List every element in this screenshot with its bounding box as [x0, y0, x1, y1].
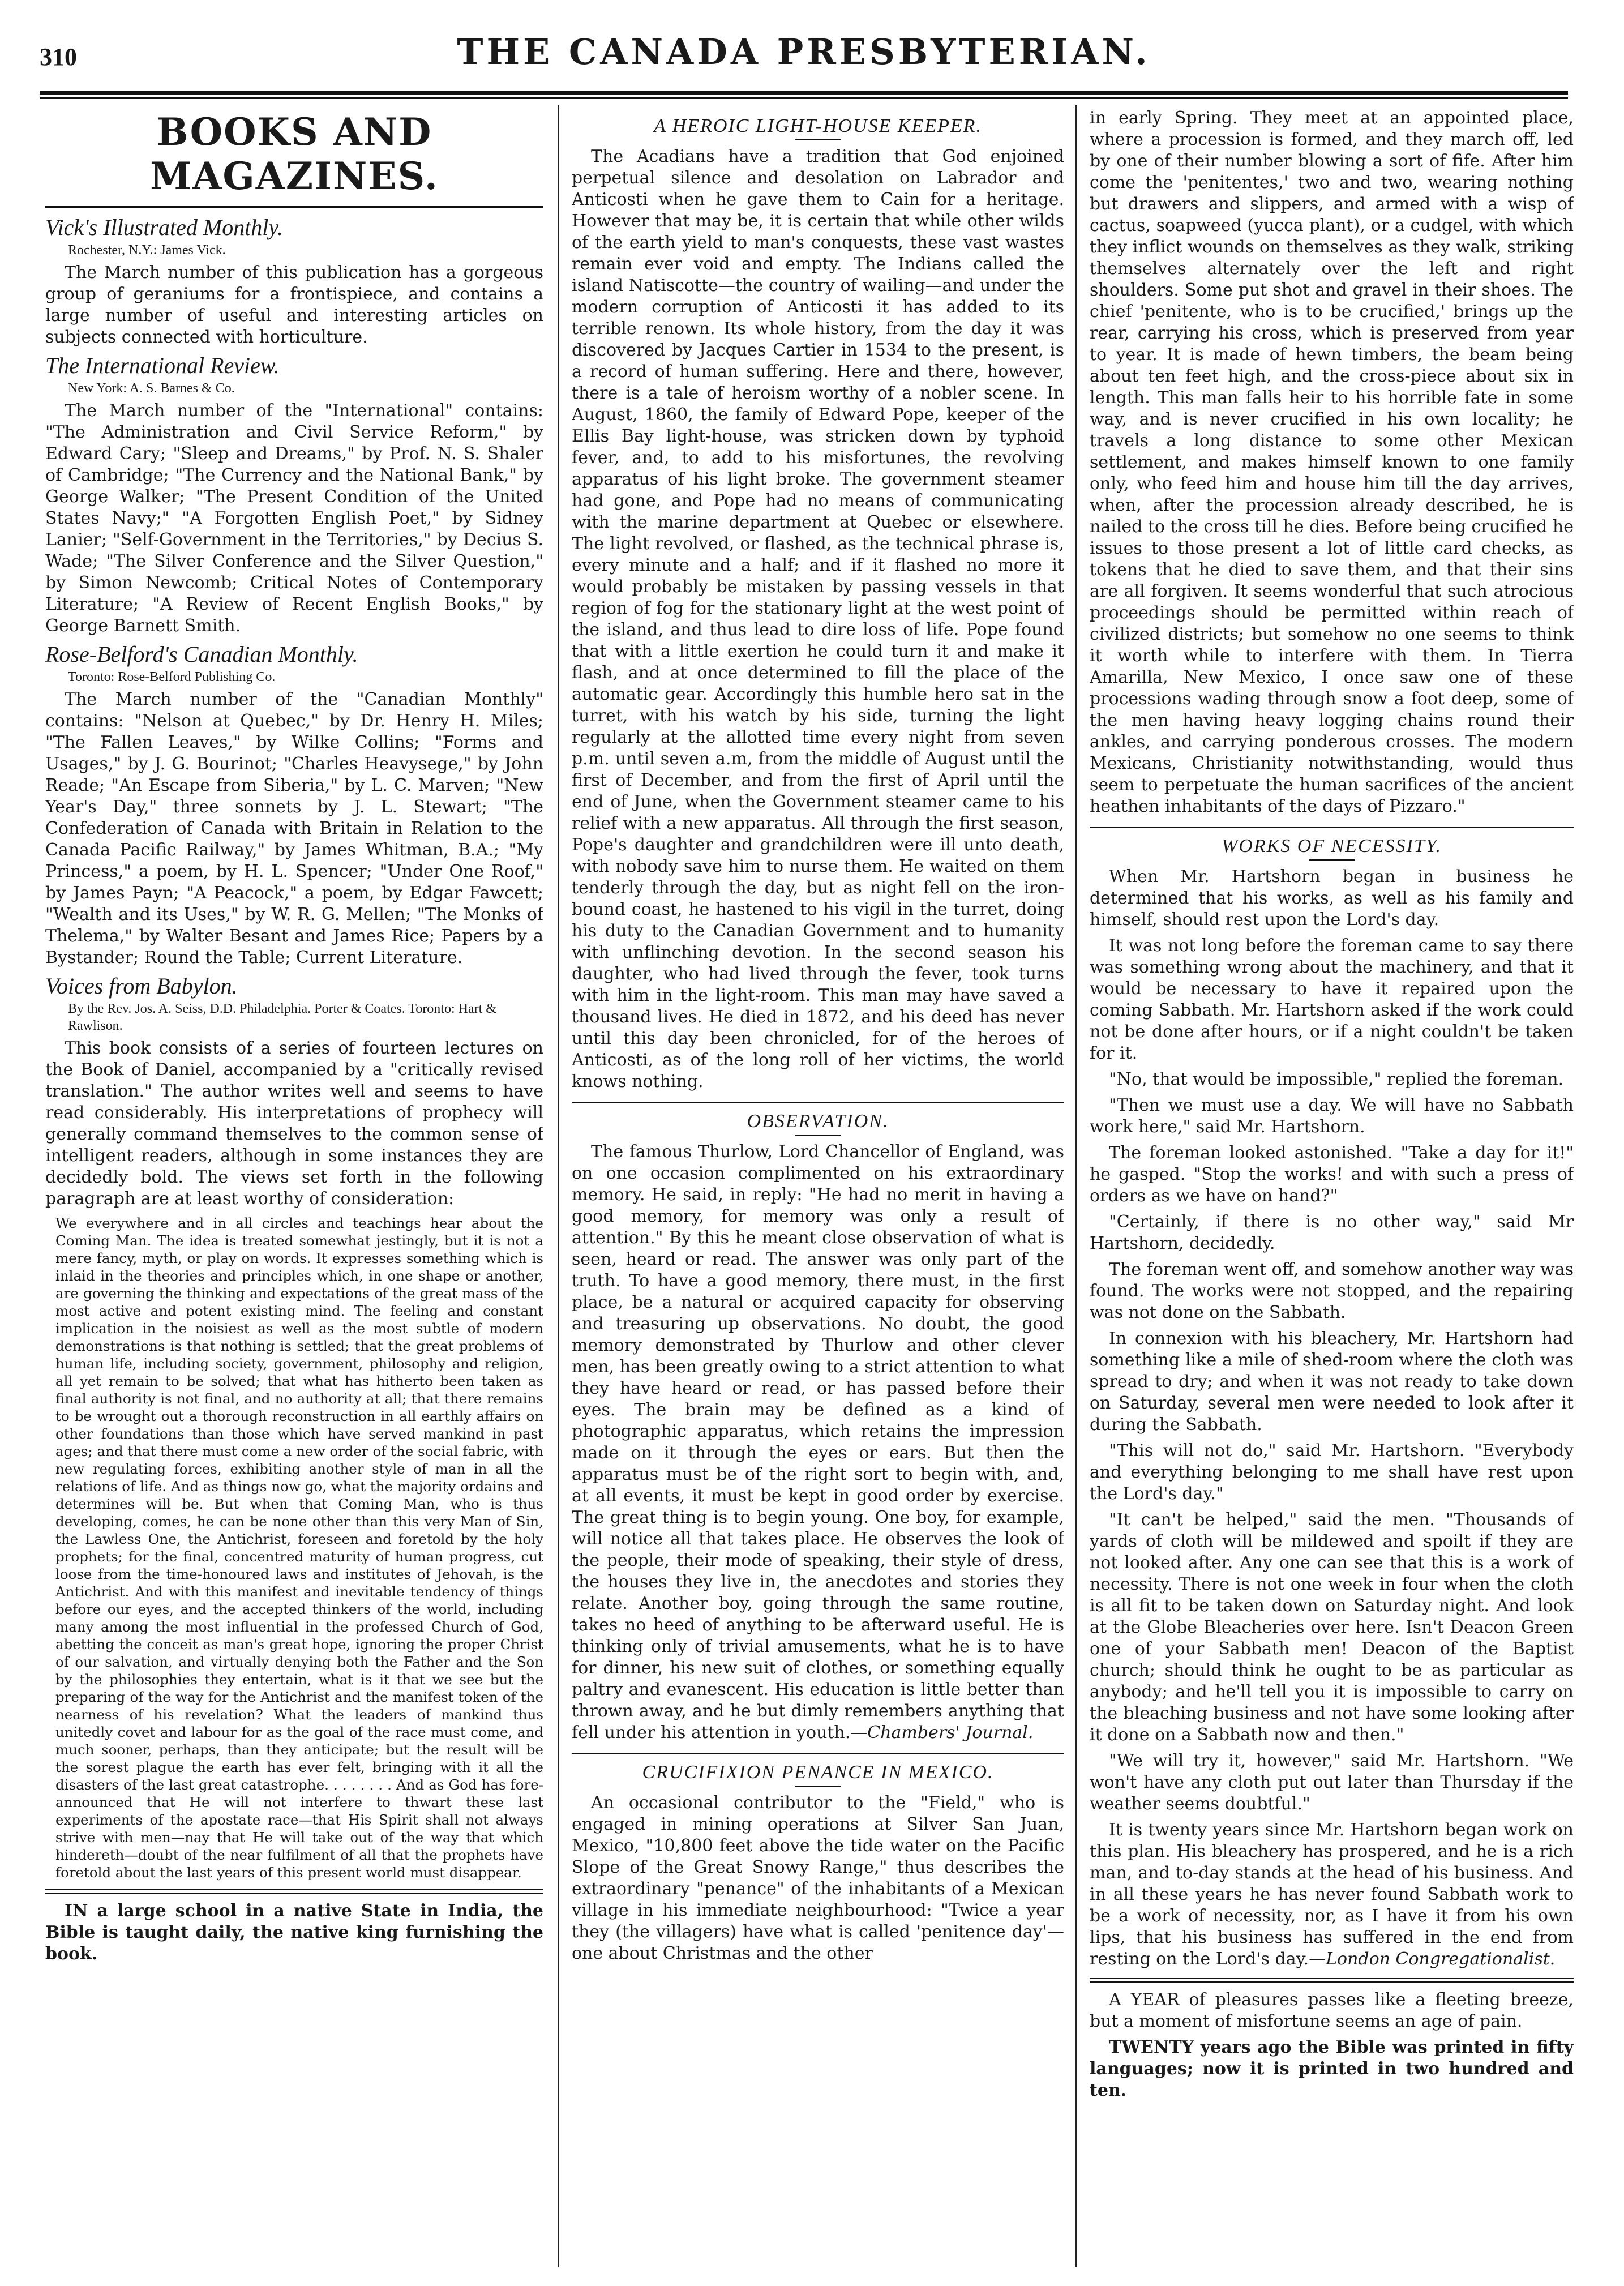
section-rule — [45, 206, 543, 208]
article-title: CRUCIFIXION PENANCE IN MEXICO. — [642, 1762, 994, 1783]
article-paragraph: In connexion with his bleachery, Mr. Hartshorn had something like a mile of shed-room where the cloth was spread to dry; and when it was not ready to take down on Saturday, several men were needed to look after it during the Sabbath. — [1090, 1329, 1574, 1435]
column-1 — [45, 108, 543, 2263]
article-paragraph: "We will try it, however," said Mr. Hartshorn. "We won't have any cloth put out later than Thursday if the weather seems doubtful." — [1090, 1751, 1574, 1814]
article-text: The famous Thurlow, Lord Chancellor of England, was on one occasion complimented on his extraordinary memory. He said, in reply: "He had no merit in having a good memory, for memory was only a result of attention." By this he meant close observation of what is seen, heard or read. The answer was only part of the truth. To have a good memory, there must, in the first place, be a natural or acquired capacity for observing and treasuring up observations. No doubt, the good memory demonstrated by Thurlow and other clever men, has been greatly owing to a strict attention to what they have heard or read, or has passed before their eyes. The brain may be defined as a kind of photographic apparatus, which retains the impression made on it through the eyes or ears. But then the apparatus must be of the right sort to begin with, and, at all events, it must be kept in good order by exercise. The great thing is to begin young. One boy, for example, will notice all that takes place. He observes the look of the people, their mode of speaking, their style of dress, the houses they live in, the anecdotes and stories they relate. Another boy, going through the same routine, takes no heed of anything to be afterward useful. He is thinking only of trivial amusements, what he is to have for dinner, his new suit of clothes, or something equally paltry and evanescent. His education is little better than thrown away, and he but dimly remembers anything that fell under his attention in youth.— — [572, 1142, 1064, 1743]
article-paragraph: The foreman looked astonished. "Take a day for it!" he gasped. "Stop the works! and with such a press of orders as we have on hand?" — [1090, 1143, 1574, 1206]
article-divider — [45, 1889, 543, 1894]
article-text: It is twenty years since Mr. Hartshorn began work on this plan. His bleachery has prospered, and he is a rich man, and to-day stands at the head of his business. And in all these years he has never found Sabbath work to be a work of necessity, nor, as I have it from his own lips, that his business has suffered in the end from resting on the Lord's day.— — [1090, 1820, 1574, 1969]
filler-text: A YEAR of pleasures passes like a fleeting breeze, but a moment of misfortune seems an age of pain. — [1090, 1990, 1574, 2031]
article-title: OBSERVATION. — [747, 1111, 889, 1132]
article-paragraph: "It can't be helped," said the men. "Thousands of yards of cloth will be mildewed and spoilt if they are not looked after. Any one can see that this is a work of necessity. There is not one week in four when the cloth is all fit to be taken down on Saturday night. And look at the Globe Bleacheries over here. Isn't Deacon Green one of your Sabbath men! Deacon of the Baptist church; should think he ought to be as particular as anybody; and he'll tell you it is impossible to carry on the bleaching business and not have some looking after it done on a Sabbath now and then." — [1090, 1510, 1574, 1745]
title-rule — [795, 139, 841, 140]
review-body: The March number of this publication has a gorgeous group of geraniums for a frontispiece, and contains a large number of useful and interesting articles on subjects connected with horticulture. — [45, 263, 543, 347]
section-title: BOOKS AND MAGAZINES. — [150, 110, 439, 198]
article-divider — [572, 1102, 1064, 1103]
column-2 — [572, 108, 1064, 2263]
review-publisher: By the Rev. Jos. A. Seiss, D.D. Philadelphia. Porter & Coates. Toronto: Hart & Rawlison. — [68, 1001, 496, 1033]
article-paragraph: "No, that would be impossible," replied the foreman. — [1109, 1069, 1564, 1089]
title-rule — [1309, 859, 1355, 861]
column-divider — [558, 105, 559, 2267]
column-3 — [1090, 108, 1574, 2263]
review-title: Rose-Belford's Canadian Monthly. — [45, 641, 358, 667]
review-publisher: New York: A. S. Barnes & Co. — [68, 381, 235, 396]
title-rule — [795, 1786, 841, 1787]
article-paragraph: The foreman went off, and somehow another way was found. The works were not stopped, and the repairing was not done on the Sabbath. — [1090, 1260, 1574, 1322]
review-title: Voices from Babylon. — [45, 973, 238, 999]
header-rule-thin — [40, 97, 1568, 99]
page-header — [40, 31, 1568, 93]
article-paragraph: "Then we must use a day. We will have no Sabbath work here," said Mr. Hartshorn. — [1090, 1095, 1574, 1137]
article-divider — [1090, 827, 1574, 828]
page-number: 310 — [40, 43, 77, 71]
filler-paragraph: TWENTY years ago the Bible was printed in fifty languages; now it is printed in two hundred and ten. — [1090, 2037, 1574, 2100]
article-paragraph: "Certainly, if there is no other way," said Mr Hartshorn, decidedly. — [1090, 1212, 1574, 1253]
header-rule-thick — [40, 91, 1568, 95]
masthead-title: THE CANADA PRESBYTERIAN. — [457, 31, 1151, 72]
review-body: The March number of the "Canadian Monthly" contains: "Nelson at Quebec," by Dr. Henry H. Miles; "The Fallen Leaves," by Wilke Collins; "Forms and Usages," by J. G. Bourinot; "Charles Heavysege," by John Reade; "An Escape from Siberia," by L. C. Marven; "New Year's Day," three sonnets by J. L. Stewart; "The Confederation of Canada with Britain in Relation to the Canada Pacific Railway," by James Whitman, B.A.; "My Princess," a poem, by H. L. Spencer; "Under One Roof," by James Payn; "A Peacock," a poem, by Edgar Fawcett; "Wealth and its Uses," by W. R. G. Mellen; "The Monks of Thelema," by Walter Besant and James Rice; Papers by a Bystander; Round the Table; Current Literature. — [45, 690, 543, 968]
article-paragraph: When Mr. Hartshorn began in business he determined that his works, as well as his family and himself, should rest upon the Lord's day. — [1090, 867, 1574, 930]
review-publisher: Rochester, N.Y.: James Vick. — [68, 243, 226, 258]
filler-paragraph — [1090, 1989, 1574, 2032]
article-paragraph: "This will not do," said Mr. Hartshorn. "Everybody and everything belonging to me shall have rest upon the Lord's day." — [1090, 1441, 1574, 1504]
review-body: This book consists of a series of fourteen lectures on the Book of Daniel, accompanied by a "critically revised translation." The author writes well and seems to have read considerably. His interpretations of prophecy will generally command themselves to the common sense of intelligent readers, although in some instances they are decidedly bold. The views set forth in the following paragraph are at least worthy of consideration: — [45, 1038, 543, 1209]
article-body: The Acadians have a tradition that God enjoined perpetual silence and desolation on Labrador and Anticosti when he gave them to Cain for a heritage. However that may be, it is certain that while other wilds of the earth yield to man's conquests, these vast wastes remain ever void and empty. The Indians called the island Natiscotte—the country of wailing—and under the modern corruption of Anticosti it has added to its terrible renown. Its whole history, from the day it was discovered by Jacques Cartier in 1534 to the present, is a record of human suffering. Here and there, however, there is a tale of heroism worthy of a nobler scene. In August, 1860, the family of Edward Pope, keeper of the Ellis Bay light-house, was stricken down by typhoid fever, and, to add to his misfortunes, the revolving apparatus of his light broke. The government steamer had gone, and Pope had no means of communicating with the marine department at Quebec or elsewhere. The light revolved, or flashed, as the technical phrase is, every minute and a half; and if it flashed no more it would probably be mistaken by passing vessels in that region of fog for the stationary light at the west point of the island, and thus lead to dire loss of life. Pope found that with a little exertion he could turn it and make it flash, and at once determined to fill the place of the automatic gear. Accordingly this humble hero sat in the turret, with his watch by his side, turning the light regularly at the allotted time every night from seven p.m. until seven a.m, from the middle of August until the first of December, and from the first of April until the end of June, when the Government steamer came to his relief with a new apparatus. All through the first season, Pope's daughter and grandchildren were ill unto death, with nobody save him to nurse them. He waited on them tenderly through the day, but as night fell on the iron-bound coast, he hastened to his vigil in the turret, doing his duty to the Canadian Government and to humanity with unflinching devotion. In the second season his daughter, who had lived through the fever, took turns with him in the light-room. This man may have saved a thousand lives. He died in 1872, and his deed has never until this day been chronicled, for of the heroes of Anticosti, as of the long roll of her victims, the world knows nothing. — [572, 147, 1064, 1091]
review-publisher: Toronto: Rose-Belford Publishing Co. — [68, 670, 276, 684]
source-credit: London Congregationalist. — [1326, 1949, 1556, 1969]
review-title: Vick's Illustrated Monthly. — [45, 215, 283, 240]
article-body-continued: in early Spring. They meet at an appointed place, where a procession is formed, and they march off, led by one of their number blowing a sort of fife. After him come the 'penitentes,' two and two, wearing nothing but drawers and slippers, and armed with a wisp of cactus, soapweed (yucca plant), or a cudgel, with which they inflict wounds on themselves as they walk, striking themselves alternately over the left and right shoulders. Some put shot and gravel in their shoes. The chief 'penitente, who is to be crucified,' brings up the rear, carrying his cross, which is preserved from year to year. It is made of hewn timbers, the beam being about ten feet high, and the cross-piece about six in length. This man falls heir to his horrible fate in some way, and is never crucified in his own locality; he travels a long distance to some other Mexican settlement, and makes himself known to one family only, who feed him and house him till the day arrives, when, after the procession already described, he is nailed to the cross till he dies. Before being crucified he issues to those present a lot of little card checks, as tokens that he died to save them, and that their sins are all forgiven. It seems wonderful that such atrocious proceedings should be permitted within reach of civilized districts; but somehow no one seems to think it worth while to interfere with them. In Tierra Amarilla, New Mexico, I once saw one of these processions wading through snow a foot deep, some of the men having heavy logging chains round their ankles, and carrying ponderous crosses. The modern Mexicans, Christianity notwithstanding, would thus seem to perpetuate the human sacrifices of the ancient heathen inhabitants of the days of Pizzaro." — [1090, 108, 1574, 816]
article-body — [572, 1141, 1064, 1744]
title-rule — [795, 1135, 841, 1136]
article-divider — [572, 1753, 1064, 1754]
filler-paragraph: IN a large school in a native State in India, the Bible is taught daily, the native king furnishing the book. — [45, 1901, 543, 1964]
block-quote: We everywhere and in all circles and teachings hear about the Coming Man. The idea is treated somewhat jestingly, but it is not a mere fancy, myth, or play on words. It expresses something which is inlaid in the theories and principles which, in one shape or another, are governing the thinking and expectations of the great mass of the most active and potent existing mind. The feeling and constant implication in the noisiest as well as the most subtle of modern demonstrations is that nothing is settled; that the great problems of human life, including society, government, philosophy and religion, all yet remain to be solved; that what has hitherto been taken as final authority is not final, and no authority at all; that there remains to be wrought out a thorough reconstruction in all earthly affairs on other foundations than those which have served mankind in past ages; and that there must come a new order of the social fabric, with new regulating forces, exhibiting another style of man in all the relations of life. And as things now go, what the majority ordains and determines will be. But when that Coming Man, who is thus developing, comes, he can be none other than this very Man of Sin, the Lawless One, the Antichrist, foreseen and foretold by the holy prophets; for the final, concentred maturity of human progress, cut loose from the time-honoured laws and institutes of Jehovah, is the Antichrist. And with this manifest and inevitable tendency of things before our eyes, and the accepted thinkers of the world, including many among the most influential in the professed Church of God, abetting the conceit as man's great hope, ignoring the proper Christ of our salvation, and virtually denying both the Father and the Son by the philosophies they entertain, what is it that we see but the preparing of the way for the Antichrist and the manifest token of the nearness of his revelation? What the leaders of mankind thus unitedly covet and labour for as the goal of the race must come, and much sooner, perhaps, than they anticipate; but the result will be the sorest plague the earth has ever felt, bringing with it all the disasters of the last great catastrophe. . . . . . . . And as God has fore-announced that He will not interfere to thwart these last experiments of the apostate race—that His Spirit shall not always strive with men—nay that He will take out of the way that which hindereth—doubt of the near fulfilment of all that the prophets have foretold about the last years of this present world must disappear. — [55, 1215, 543, 1881]
review-body: The March number of the "International" contains: "The Administration and Civil Service Reform," by Edward Cary; "Sleep and Dreams," by Prof. N. S. Shaler of Cambridge; "The Currency and the National Bank," by George Walker; "The Present Condition of the United States Navy;" "A Forgotten English Poet," by Sidney Lanier; "Self-Government in the Territories," by Decius S. Wade; "The Silver Conference and the Silver Question," by Simon Newcomb; Critical Notes of Contemporary Literature; "A Review of Recent English Books," by George Barnett Smith. — [45, 401, 543, 636]
article-paragraph: It was not long before the foreman came to say there was something wrong about the machinery, and that it would be necessary to have it repaired upon the coming Sabbath. Mr. Hartshorn asked if the work could not be done after hours, or if a night couldn't be taken for it. — [1090, 936, 1574, 1063]
article-divider — [1090, 1978, 1574, 1983]
article-body: An occasional contributor to the "Field," who is engaged in mining operations at Silver San Juan, Mexico, "10,800 feet above the tide water on the Pacific Slope of the Great Snowy Range," thus describes the extraordinary "penance" of the inhabitants of a Mexican village in his immediate neighbourhood: "Twice a year they (the villagers) have what is called 'penitence day'—one about Christmas and the other — [572, 1793, 1064, 1963]
article-title: WORKS OF NECESSITY. — [1221, 836, 1442, 857]
article-paragraph — [1090, 1820, 1574, 1970]
source-credit: Chambers' Journal. — [867, 1723, 1034, 1743]
column-divider — [1075, 105, 1077, 2267]
review-title: The International Review. — [45, 353, 280, 378]
article-title: A HEROIC LIGHT-HOUSE KEEPER. — [654, 115, 982, 136]
